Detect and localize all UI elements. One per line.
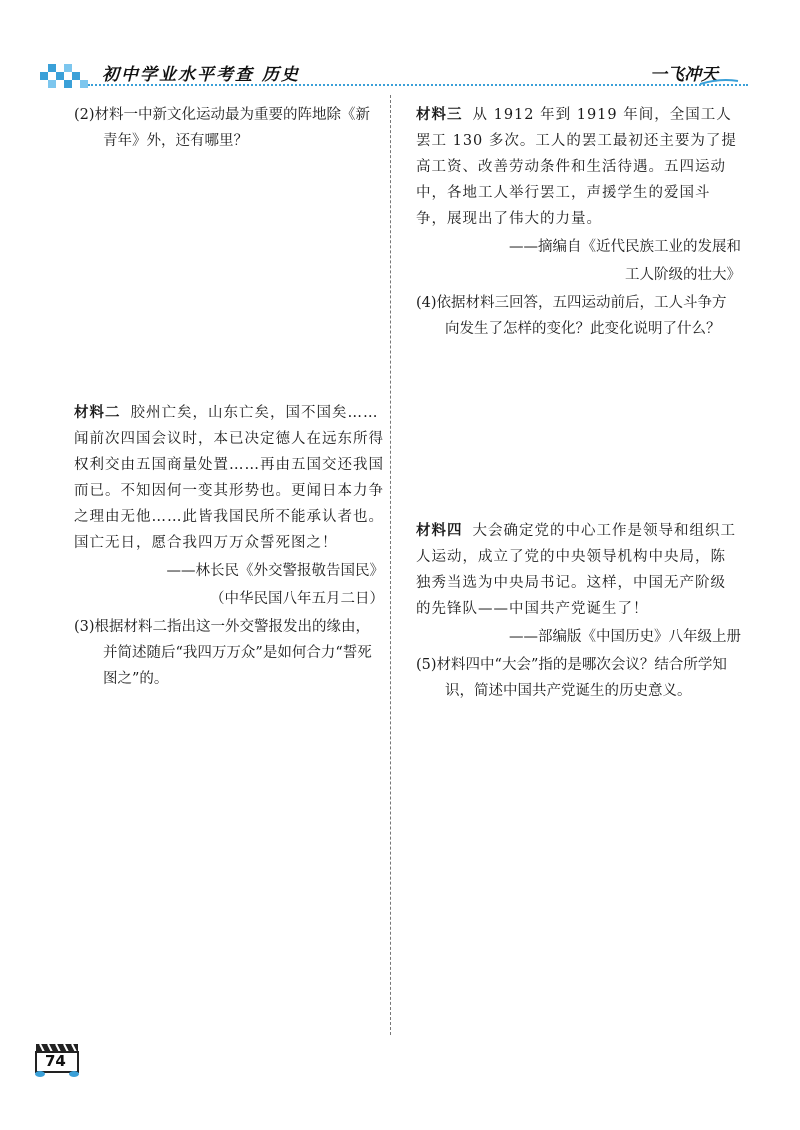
book-title: 初中学业水平考查 历史	[102, 65, 300, 85]
brand-name: 一飞冲天	[650, 65, 718, 85]
left-column	[74, 102, 384, 692]
material-2-text: 胶州亡矣，山东亡矣，国不国矣……闻前次四国会议时，本已决定德人在远东所得权利交由五国商量处置……再由五国交还我国而已。不知因何一变其形势也。更闻日本力争之理由无他……此皆我国民所不能承认者也。国亡无日，愿合我四万万众誓死图之！	[74, 405, 384, 551]
swoosh-icon	[700, 78, 740, 88]
answer-space	[416, 342, 741, 518]
material-4-source: ——部编版《中国历史》八年级上册	[509, 629, 741, 645]
question-3: (3)根据材料二指出这一外交警报发出的缘由，并简述随后“我四万万众”是如何合力“誓死图之”的。	[74, 619, 372, 687]
column-divider	[390, 95, 391, 1035]
material-3	[416, 102, 741, 232]
checker-logo-icon	[40, 58, 90, 88]
answer-space	[74, 154, 384, 400]
material-2-label: 材料二	[74, 404, 121, 421]
material-4-text: 大会确定党的中心工作是领导和组织工人运动，成立了党的中央领导机构中央局，陈独秀当选为中央局书记。这样，中国无产阶级的先锋队——中国共产党诞生了！	[416, 523, 736, 617]
material-3-source-cont: 工人阶级的壮大》	[625, 267, 741, 283]
material-2	[74, 400, 384, 556]
material-4-label: 材料四	[416, 522, 463, 539]
header-divider	[88, 84, 748, 86]
material-3-source: ——摘编自《近代民族工业的发展和	[509, 239, 741, 255]
right-column	[416, 102, 741, 704]
question-2: (2)材料一中新文化运动最为重要的阵地除《新青年》外，还有哪里？	[74, 107, 371, 149]
material-2-date: （中华民国八年五月二日）	[210, 591, 384, 607]
material-2-source: ——林长民《外交警报敬告国民》	[166, 563, 384, 579]
material-3-text: 从 1912 年到 1919 年间，全国工人罢工 130 多次。工人的罢工最初还主要为了提高工资、改善劳动条件和生活待遇。五四运动中，各地工人举行罢工，声援学生的爱国斗争，展现出了伟大的力量。	[416, 107, 737, 227]
question-4: (4)依据材料三回答，五四运动前后，工人斗争方向发生了怎样的变化？此变化说明了什么？	[416, 295, 727, 337]
material-4	[416, 518, 741, 622]
page-header	[0, 0, 800, 100]
material-3-label: 材料三	[416, 106, 463, 123]
page-number: 74	[45, 1052, 66, 1070]
question-5: (5)材料四中“大会”指的是哪次会议？结合所学知识，简述中国共产党诞生的历史意义。	[416, 657, 727, 699]
